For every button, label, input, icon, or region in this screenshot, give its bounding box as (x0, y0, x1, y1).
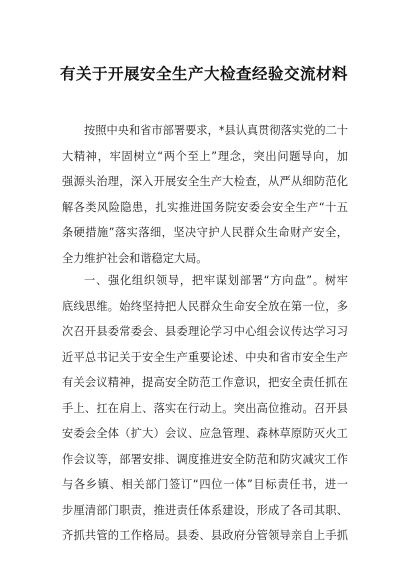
text-line: 次召开县委常委会、县委理论学习中心组会议传达学习习 (62, 325, 348, 338)
text-line: 作会议等，部署安排、调度推进安全防范和防灾减灾工作 (62, 452, 348, 466)
text-line: 与各乡镇、相关部门签订“四位一体”目标责任书，进一 (62, 478, 348, 491)
text-line: 全力维护社会和谐稳定大局。 (62, 251, 208, 265)
text-line: 步厘清部门职责，推进责任体系建设，形成了各司其职、 (62, 503, 348, 517)
document-title: 有关于开展安全生产大检查经验交流材料 (59, 65, 348, 83)
paragraph-intro (62, 118, 348, 271)
text-line: 强源头治理，深入开展安全生产大检查，从严从细防范化 (62, 175, 348, 188)
text-line: 一、强化组织领导，把牢谋划部署“方向盘”。树牢 (84, 274, 348, 287)
text-line: 安委会全体（扩大）会议、应急管理、森林草原防灭火工 (62, 427, 348, 440)
text-line: 手上、扛在肩上、落实在行动上。突出高位推动。召开县 (62, 401, 348, 415)
text-line: 解各类风险隐患，扎实推进国务院安委会安全生产“十五 (62, 200, 348, 214)
text-line: 按照中央和省市部署要求，*县认真贯彻落实党的二十 (84, 124, 348, 137)
text-line: 齐抓共管的工作格局。县委、县政府分管领导亲自上手抓 (62, 529, 348, 542)
text-line: 大精神，牢固树立“两个至上”理念，突出问题导向，加 (62, 149, 348, 163)
text-line: 近平总书记关于安全生产重要论述、中央和省市安全生产 (62, 350, 348, 364)
text-line: 底线思维。始终坚持把人民群众生命安全放在第一位，多 (62, 299, 348, 313)
text-line: 有关会议精神，提高安全防范工作意识，把安全责任抓在 (62, 376, 348, 389)
paragraph-section-one (62, 268, 348, 549)
text-line: 条硬措施”落实落细，坚决守护人民群众生命财产安全， (62, 226, 348, 239)
